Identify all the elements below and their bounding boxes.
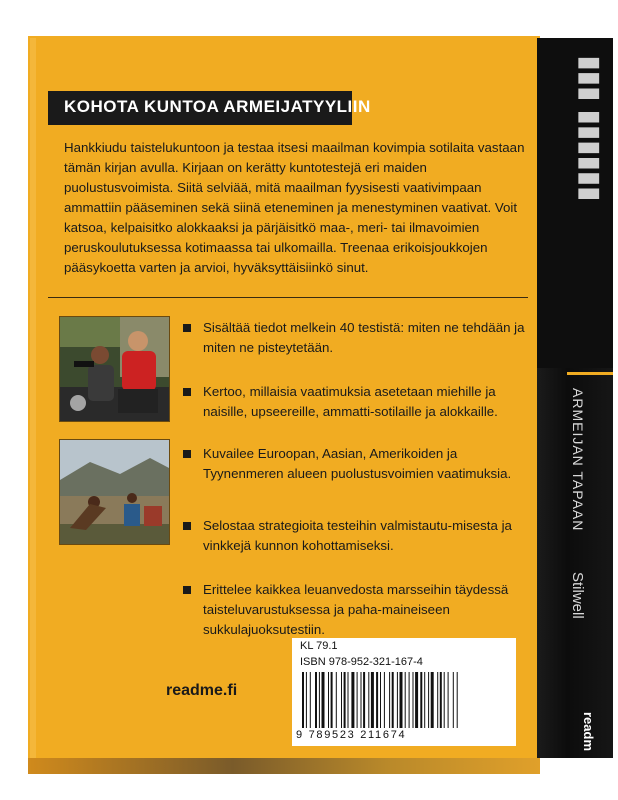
barcode-bar [389, 672, 390, 728]
barcode-bar [331, 672, 333, 728]
barcode-bar [344, 672, 346, 728]
barcode-bar [376, 672, 378, 728]
spine-publisher-logo: readm [581, 712, 596, 752]
cover-bottom-edge [28, 758, 540, 774]
barcode-bar [444, 672, 445, 728]
barcode-bar [415, 672, 418, 728]
classification-code: KL 79.1 [300, 640, 338, 652]
barcode-bar [341, 672, 342, 728]
bullet-item: Kertoo, millaisia vaatimuksia asetetaan miehille ja naisille, upseereille, ammatti-sotilaille ja alokkaille. [183, 382, 528, 444]
barcode-bar [361, 672, 362, 728]
barcode-bar [310, 672, 311, 728]
pushup-training-photo [59, 439, 170, 545]
barcode-bar [368, 672, 369, 728]
barcode-bar [397, 672, 398, 728]
bullet-item: Kuvailee Euroopan, Aasian, Amerikoiden ja Tyynenmeren alueen puolustusvoimien vaatimuksia. [183, 444, 528, 516]
barcode-bar [302, 672, 304, 728]
barcode-bar [424, 672, 425, 728]
barcode-bar [315, 672, 317, 728]
barcode-bar [380, 672, 381, 728]
barcode-bar [409, 672, 410, 728]
barcode-bar [306, 672, 307, 728]
barcode-bar [400, 672, 403, 728]
barcode-bar [351, 672, 354, 728]
barcode-bar [413, 672, 414, 728]
barcode-bars [302, 672, 510, 728]
barcode-digits: 9 789523 211674 [296, 729, 407, 741]
feature-bullet-list [183, 318, 528, 650]
barcode-bar [457, 672, 458, 728]
barcode-bar [405, 672, 406, 728]
barcode-bar [437, 672, 438, 728]
barcode-bar [357, 672, 358, 728]
spine-author: Stilwell [569, 572, 586, 619]
barcode-bar [453, 672, 454, 728]
barcode-bar [431, 672, 434, 728]
barcode-bar [348, 672, 349, 728]
barcode-bar [448, 672, 449, 728]
bullet-item: Erittelee kaikkea leuanvedosta marsseihin täydessä taisteluvarustuksessa ja paha-maineiseen sukkulajuoksutestiin. [183, 580, 528, 650]
barcode-bar [322, 672, 325, 728]
spine-subtitle: ARMEIJAN TAPAAN [570, 388, 586, 532]
barcode-bar [371, 672, 374, 728]
intro-paragraph: Hankkiudu taistelukuntoon ja testaa itsesi maailman kovimpia sotilaita vastaan tämän kirjan avulla. Kirjaan on kerätty kuntotestejä eri maiden puolustusvoimista. Siitä selviää, mitä maailman fyysisesti vaativimpaan ammattiin pääseminen sekä siinä eteneminen ja menestyminen vaativat. Voit katsoa, kelpaisitko alokkaaksi ja pärjäisitkö maa-, meri- tai ilmavoimien peruskoulutuksessa kotimaassa tai ulkomailla. Treenaa erikoisjoukkojen pääsykoetta varten ja arvioi, hyväksyttäisiinkö sinut. [64, 140, 525, 275]
barcode-bar [363, 672, 365, 728]
spine-accent-stripe [567, 372, 613, 375]
bullet-item: Selostaa strategioita testeihin valmistautu-misesta ja vinkkejä kunnon kohottamiseksi. [183, 516, 528, 580]
back-cover-title: KOHOTA KUNTOA ARMEIJATYYLIIN [64, 97, 371, 116]
isbn-text: ISBN 978-952-321-167-4 [300, 656, 423, 668]
barcode-bar [440, 672, 442, 728]
publisher-name: readme.fi [166, 682, 238, 699]
cover-edge [30, 38, 36, 758]
barcode-bar [392, 672, 394, 728]
gym-training-photo [59, 316, 170, 422]
barcode-bar [328, 672, 329, 728]
barcode-bar [384, 672, 385, 728]
spine-title-fragment: ▮▮▮ ▮▮▮▮▮▮ [576, 56, 606, 202]
barcode-bar [428, 672, 429, 728]
bullet-item: Sisältää tiedot melkein 40 testistä: miten ne tehdään ja miten ne pisteytetään. [183, 318, 528, 382]
barcode-bar [420, 672, 422, 728]
section-divider [48, 297, 528, 298]
barcode-bar [319, 672, 320, 728]
barcode-bar [336, 672, 337, 728]
